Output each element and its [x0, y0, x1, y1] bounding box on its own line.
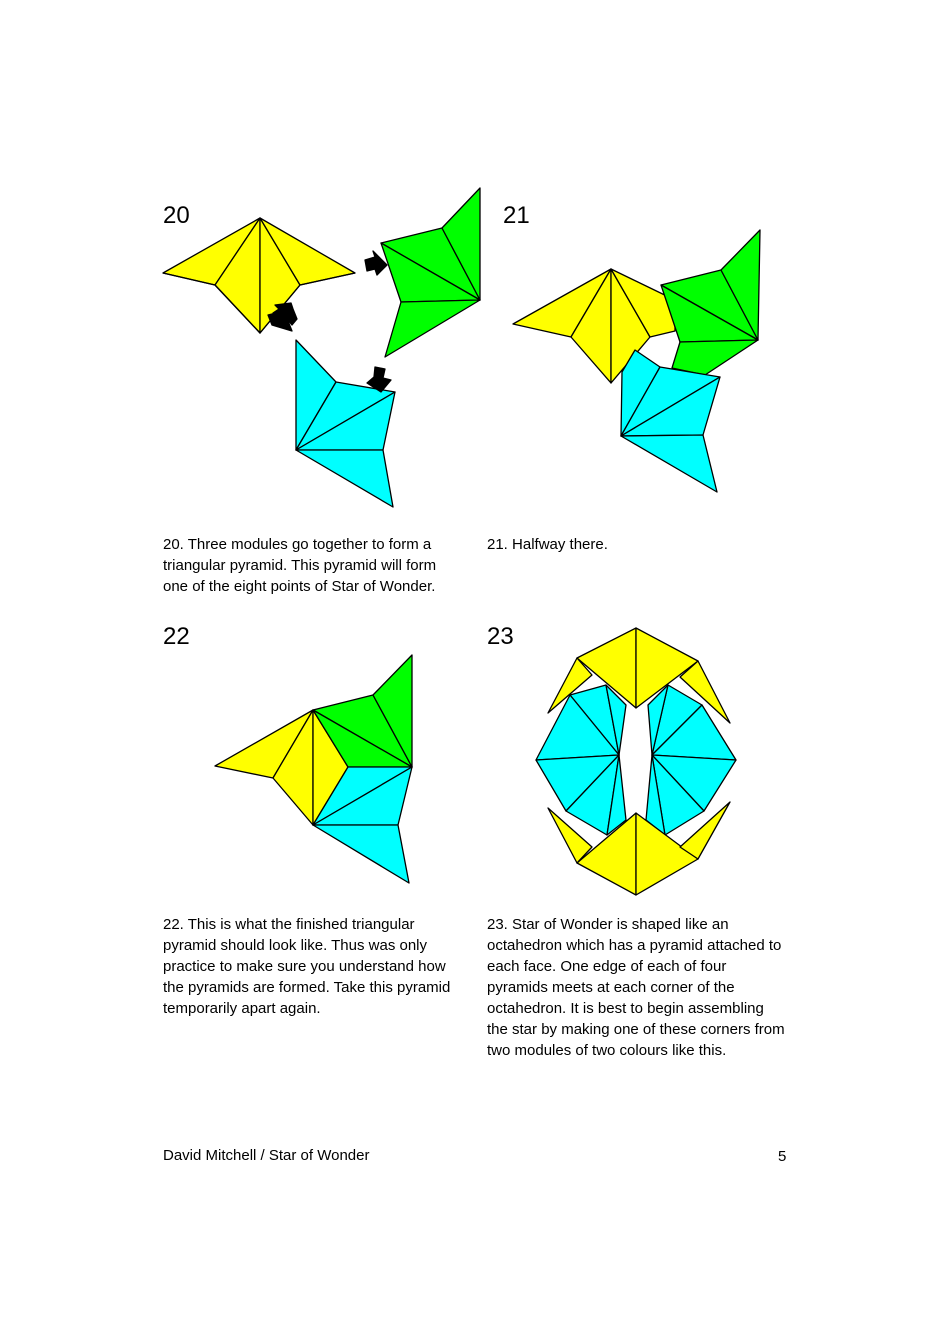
caption-step-23: 23. Star of Wonder is shaped like an octahedron which has a pyramid attached to each face. One edge of each of four pyramids meets at each corner of the octahedron. It is best to begin assembling the star by making one of these corners from two modules of two colours like this.	[487, 916, 785, 1059]
green-module	[661, 230, 760, 375]
yellow-module	[163, 218, 355, 333]
caption-step-22: 22. This is what the finished triangular pyramid should look like. Thus was only practice to make sure you understand how the pyramids are formed. Take this pyramid temporarily apart again.	[163, 916, 451, 1017]
caption-step-20: 20. Three modules go together to form a triangular pyramid. This pyramid will form one of the eight points of Star of Wonder.	[163, 536, 437, 595]
step-number-23: 23	[487, 623, 514, 650]
cyan-octahedron-half-left	[536, 685, 626, 835]
cyan-module	[296, 340, 395, 507]
green-module	[381, 188, 480, 357]
caption-step-21: 21. Halfway there.	[487, 536, 608, 553]
step-number-22: 22	[163, 623, 190, 650]
page-number: 5	[778, 1148, 787, 1165]
diagram-step-21	[500, 190, 770, 500]
step-number-21: 21	[503, 202, 530, 229]
diagram-step-22	[155, 615, 435, 895]
footer-author-title: David Mitchell / Star of Wonder	[163, 1147, 370, 1164]
step-number-20: 20	[163, 202, 190, 229]
diagram-step-23	[480, 615, 750, 905]
arrow-icon-to-green	[365, 251, 387, 275]
diagram-step-20	[155, 185, 485, 515]
